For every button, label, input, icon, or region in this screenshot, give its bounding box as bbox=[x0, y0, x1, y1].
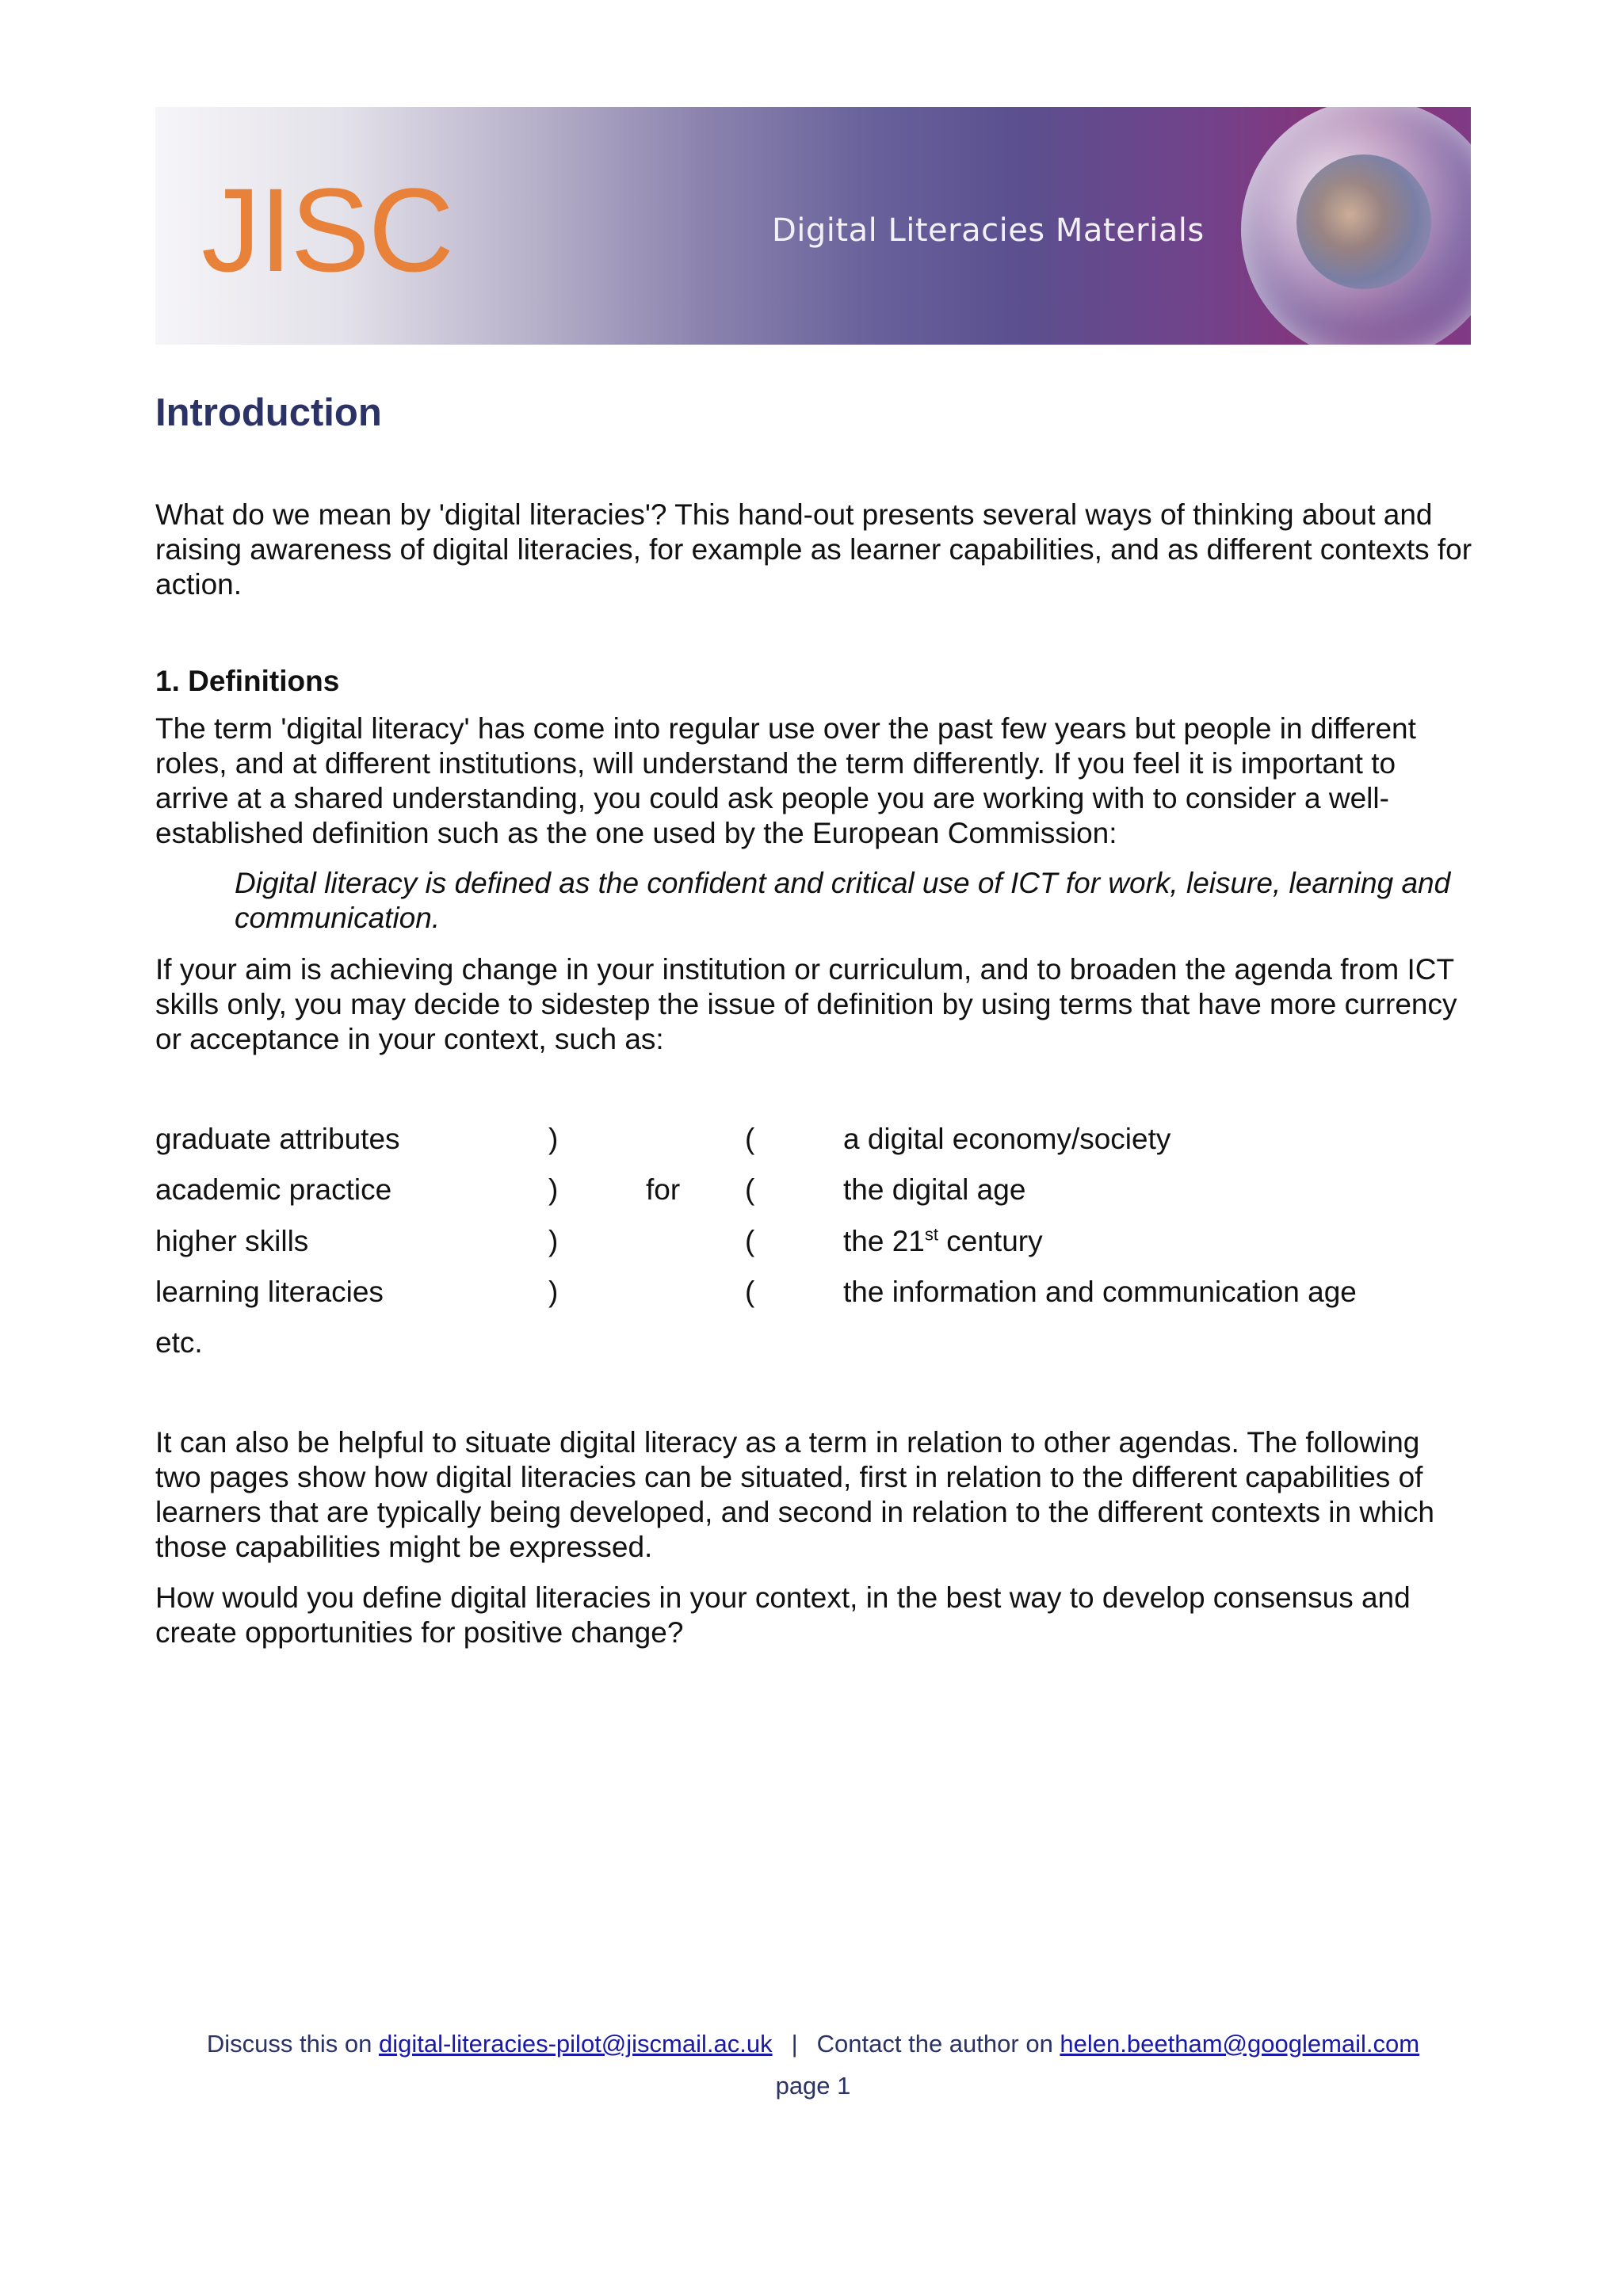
context-paragraph: It can also be helpful to situate digital literacy as a term in relation to other agendas. The following two pages show how digital literacies can be situated, first in relation to the different capabilities of learners that are typically being developed, and second in relation to the different contexts in which those capabilities might be expressed. bbox=[155, 1426, 1434, 1563]
question-paragraph: How would you define digital literacies in your context, in the best way to develop consensus and create opportunities for positive change? bbox=[155, 1581, 1411, 1649]
term-right: a digital economy/society bbox=[843, 1123, 1171, 1155]
term-middle: for bbox=[646, 1173, 681, 1206]
author-email-link[interactable]: helen.beetham@googlemail.com bbox=[1060, 2030, 1420, 2058]
footer-contact-prefix: Contact the author on bbox=[816, 2030, 1060, 2058]
footer-contact-line bbox=[155, 2030, 1471, 2058]
definitions-paragraph-2: If your aim is achieving change in your institution or curriculum, and to broaden the agenda from ICT skills only, you may decide to sidestep the issue of definition by using terms that have more currency or acceptance in your context, such as: bbox=[155, 953, 1457, 1055]
term-rparen: ) bbox=[548, 1123, 559, 1155]
term-left: academic practice bbox=[155, 1173, 392, 1206]
terms-row bbox=[155, 1173, 1471, 1207]
definition-quote: Digital literacy is defined as the confident and critical use of ICT for work, leisure, learning and communication. bbox=[235, 867, 1451, 934]
term-lparen: ( bbox=[745, 1173, 755, 1206]
mailing-list-link[interactable]: digital-literacies-pilot@jiscmail.ac.uk bbox=[378, 2030, 773, 2058]
header-banner bbox=[155, 107, 1471, 345]
footer-separator: | bbox=[791, 2030, 798, 2058]
term-left: higher skills bbox=[155, 1225, 309, 1257]
term-lparen: ( bbox=[745, 1123, 755, 1155]
term-right-suffix: century bbox=[938, 1225, 1043, 1257]
term-rparen: ) bbox=[548, 1173, 559, 1206]
intro-paragraph: What do we mean by 'digital literacies'? This hand-out presents several ways of thinking about and raising awareness of digital literacies, for example as learner capabilities, and as different contexts for action. bbox=[155, 498, 1472, 601]
term-lparen: ( bbox=[745, 1276, 755, 1308]
page-number: page 1 bbox=[775, 2072, 851, 2100]
term-right: the digital age bbox=[843, 1173, 1026, 1206]
banner-title: Digital Literacies Materials bbox=[772, 212, 1205, 249]
term-right-prefix: the 21 bbox=[843, 1225, 925, 1257]
terms-row bbox=[155, 1122, 1471, 1157]
term-rparen: ) bbox=[548, 1276, 559, 1308]
term-rparen: ) bbox=[548, 1225, 559, 1257]
globe-image bbox=[1241, 107, 1471, 345]
term-right: the information and communication age bbox=[843, 1276, 1357, 1308]
terms-row bbox=[155, 1275, 1471, 1310]
page-title: Introduction bbox=[155, 391, 382, 434]
terms-row bbox=[155, 1224, 1471, 1259]
term-lparen: ( bbox=[745, 1225, 755, 1257]
term-right-superscript: st bbox=[924, 1224, 938, 1245]
term-left: graduate attributes bbox=[155, 1123, 400, 1155]
terms-etc: etc. bbox=[155, 1326, 203, 1359]
jisc-logo: JISC bbox=[201, 163, 453, 296]
definitions-paragraph: The term 'digital literacy' has come into regular use over the past few years but people in different roles, and at different institutions, will understand the term differently. If you feel it is important to arrive at a shared understanding, you could ask people you are working with to consider a well-established definition such as the one used by the European Commission: bbox=[155, 712, 1416, 849]
section-definitions-heading: 1. Definitions bbox=[155, 665, 340, 697]
term-right bbox=[843, 1224, 1043, 1259]
term-left: learning literacies bbox=[155, 1276, 384, 1308]
footer-discuss-prefix: Discuss this on bbox=[206, 2030, 379, 2058]
globe-photo-inner bbox=[1296, 154, 1431, 289]
terms-etc-row bbox=[155, 1325, 1471, 1360]
